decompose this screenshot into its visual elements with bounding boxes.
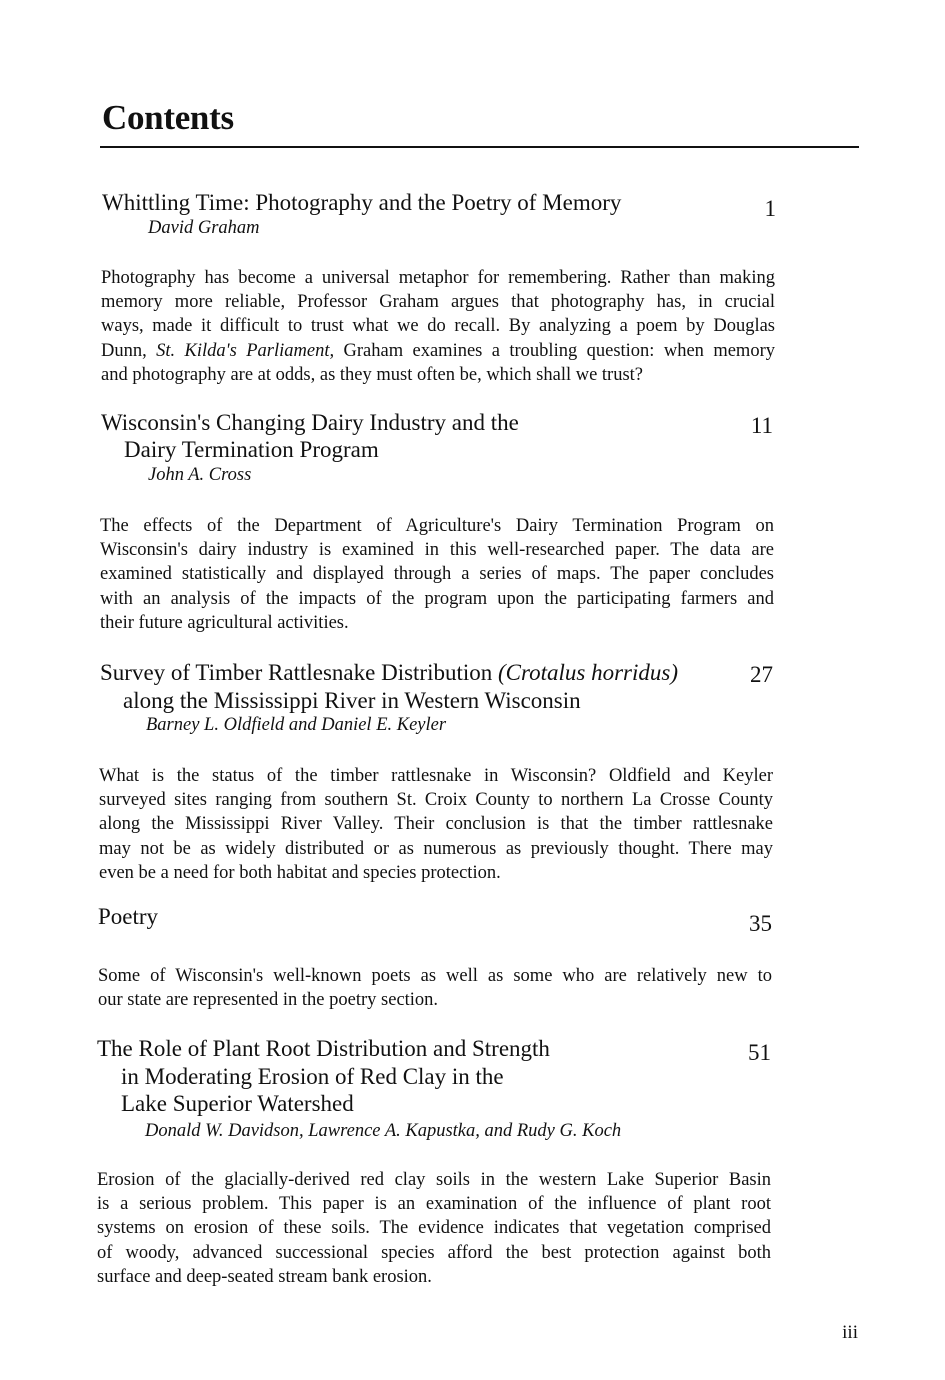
abstract-line: is a serious problem. This paper is an examination of the influence of plant root bbox=[97, 1194, 771, 1215]
abstract-line: and photography are at odds, as they must often be, which shall we trust? bbox=[101, 364, 644, 385]
entry-authors: Barney L. Oldfield and Daniel E. Keyler bbox=[146, 715, 447, 735]
abstract-line: surface and deep-seated stream bank erosion. bbox=[97, 1266, 432, 1287]
entry-title[interactable]: Poetry bbox=[98, 904, 159, 929]
entry-page-number[interactable]: 1 bbox=[764, 196, 776, 221]
entry-authors: Donald W. Davidson, Lawrence A. Kapustka, and Rudy G. Koch bbox=[145, 1121, 622, 1141]
entry-abstract bbox=[97, 1168, 771, 1289]
abstract-line: Erosion of the glacially-derived red clay soils in the western Lake Superior Basin bbox=[97, 1170, 771, 1190]
page-folio: iii bbox=[842, 1322, 858, 1343]
entry-title[interactable]: Wisconsin's Changing Dairy Industry and the bbox=[101, 410, 519, 435]
abstract-line: along the Mississippi River Valley. Their conclusion is that the timber rattlesnake bbox=[99, 814, 773, 835]
abstract-line: Wisconsin's dairy industry is examined in this well-researched paper. The data are bbox=[100, 540, 774, 561]
abstract-line: Photography has become a universal metaphor for remembering. Rather than making bbox=[101, 268, 775, 288]
abstract-line: surveyed sites ranging from southern St. Croix County to northern La Crosse County bbox=[99, 790, 773, 811]
entry-title-continued[interactable]: in Moderating Erosion of Red Clay in the bbox=[121, 1064, 504, 1089]
entry-title-text: Survey of Timber Rattlesnake Distribution bbox=[100, 660, 493, 685]
entry-abstract bbox=[101, 266, 775, 387]
entry-authors: David Graham bbox=[148, 218, 260, 238]
entry-page-number[interactable]: 51 bbox=[748, 1040, 771, 1065]
entry-title-continued[interactable]: Dairy Termination Program bbox=[124, 437, 379, 462]
abstract-line: may not be as widely distributed or as numerous as previously thought. There may bbox=[99, 838, 773, 859]
entry-abstract bbox=[98, 964, 772, 1012]
entry-abstract bbox=[99, 764, 773, 885]
abstract-line: their future agricultural activities. bbox=[100, 612, 349, 633]
abstract-line: ways, made it difficult to trust what we do recall. By analyzing a poem by Douglas bbox=[101, 316, 775, 337]
abstract-line: Some of Wisconsin's well-known poets as well as some who are relatively new to bbox=[98, 966, 772, 986]
entry-authors: John A. Cross bbox=[148, 465, 252, 485]
abstract-line: of woody, advanced successional species afford the best protection against both bbox=[97, 1242, 771, 1263]
abstract-line: What is the status of the timber rattlesnake in Wisconsin? Oldfield and Keyler bbox=[99, 766, 773, 786]
entry-page-number[interactable]: 11 bbox=[750, 413, 773, 438]
entry-title[interactable] bbox=[100, 660, 678, 686]
entry-page-number[interactable]: 35 bbox=[749, 911, 772, 936]
entry-title-scientific-name: (Crotalus horridus) bbox=[498, 660, 678, 685]
abstract-line: memory more reliable, Professor Graham argues that photography has, in crucial bbox=[101, 292, 775, 313]
entry-title[interactable]: The Role of Plant Root Distribution and Strength bbox=[97, 1036, 550, 1061]
abstract-line: with an analysis of the impacts of the program upon the participating farmers and bbox=[100, 588, 774, 609]
abstract-line: Dunn, St. Kilda's Parliament, Graham examines a troubling question: when memory bbox=[101, 340, 775, 361]
abstract-line: even be a need for both habitat and species protection. bbox=[99, 862, 501, 883]
entry-abstract bbox=[100, 514, 774, 635]
title-rule bbox=[100, 146, 859, 148]
abstract-line: systems on erosion of these soils. The evidence indicates that vegetation comprised bbox=[97, 1218, 771, 1239]
abstract-line: examined statistically and displayed through a series of maps. The paper concludes bbox=[100, 564, 774, 585]
entry-title[interactable]: Whittling Time: Photography and the Poetry of Memory bbox=[102, 190, 622, 215]
entry-page-number[interactable]: 27 bbox=[750, 662, 773, 687]
entry-title-continued[interactable]: along the Mississippi River in Western Wisconsin bbox=[123, 688, 581, 713]
page-title: Contents bbox=[102, 98, 234, 137]
entry-title-continued[interactable]: Lake Superior Watershed bbox=[121, 1091, 354, 1116]
abstract-line: our state are represented in the poetry section. bbox=[98, 990, 439, 1011]
abstract-line: The effects of the Department of Agriculture's Dairy Termination Program on bbox=[100, 516, 774, 536]
